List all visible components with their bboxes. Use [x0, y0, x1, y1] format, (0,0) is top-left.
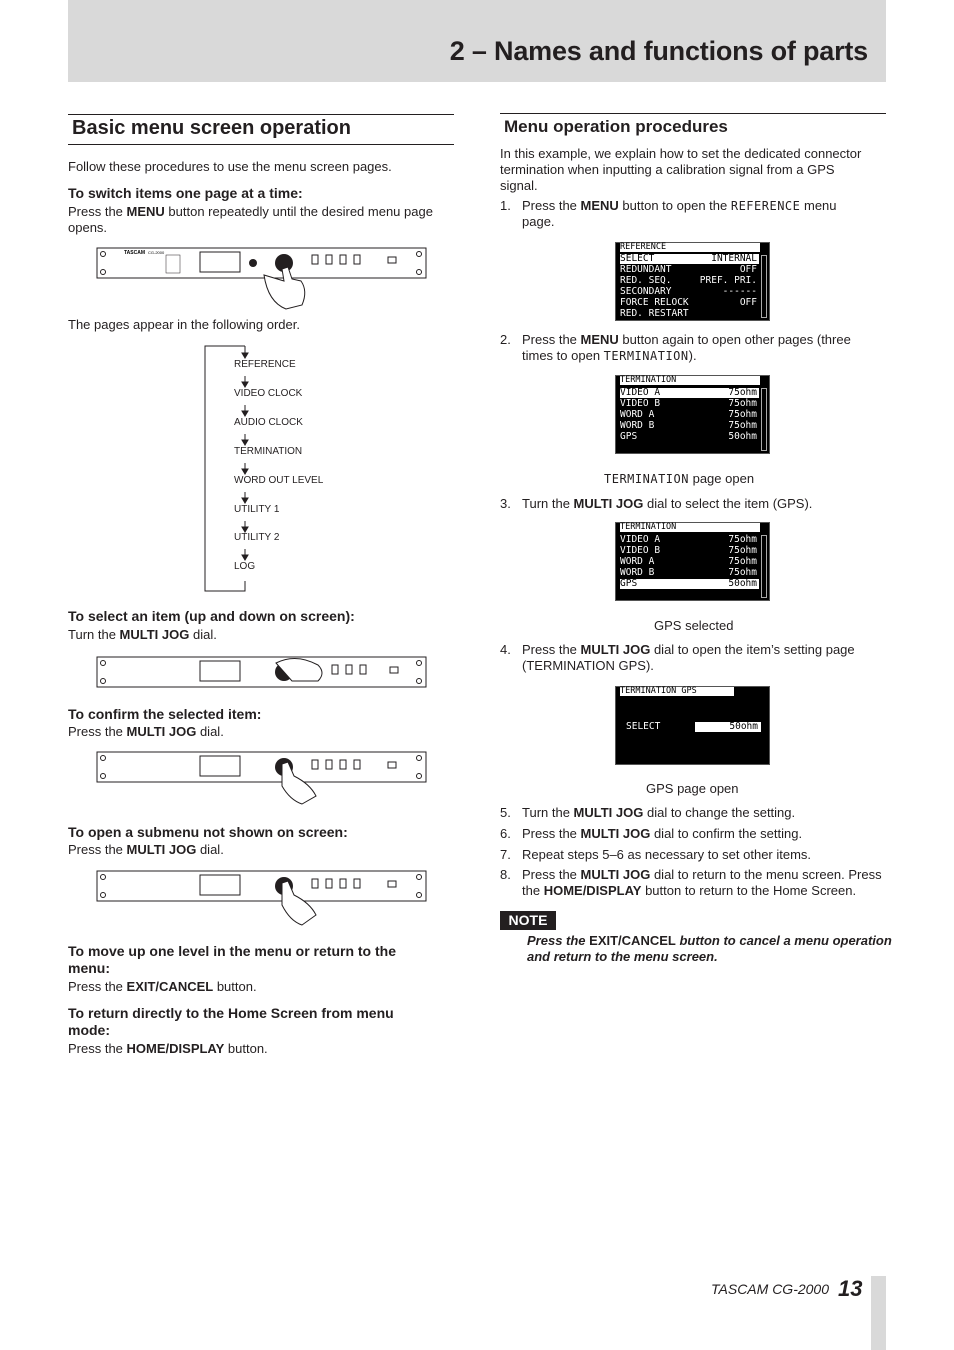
submenu-heading: To open a submenu not shown on screen:	[68, 824, 348, 840]
lcd-termination-gps-selected: TERMINATION VIDEO A 75ohm VIDEO B 75ohm WORD A 75ohm WORD B 75ohm GPS 50ohm	[615, 522, 770, 601]
right-intro-2: termination when inputting a calibration signal from a GPS	[500, 162, 835, 177]
home-heading-1: To return directly to the Home Screen from menu	[68, 1005, 394, 1021]
flow-item: AUDIO CLOCK	[234, 417, 303, 428]
pages-order-text: The pages appear in the following order.	[68, 317, 300, 332]
note-label: NOTE	[500, 911, 556, 930]
home-heading-2: mode:	[68, 1022, 110, 1038]
footer-tab	[871, 1276, 886, 1350]
flow-item: LOG	[234, 561, 256, 572]
right-intro-1: In this example, we explain how to set the dedicated connector	[500, 146, 862, 161]
device-illustration-turn	[96, 655, 428, 691]
right-intro-3: signal.	[500, 178, 538, 193]
subsection-rule	[500, 113, 886, 114]
menu-order-flow	[200, 345, 260, 595]
moveup-text: Press the EXIT/CANCEL button.	[68, 979, 257, 994]
note-text-2: and return to the menu screen.	[527, 949, 718, 964]
flow-item: UTILITY 1	[234, 504, 280, 515]
switch-text: Press the MENU button repeatedly until the desired menu page opens.	[68, 204, 433, 235]
chapter-title: 2 – Names and functions of parts	[449, 36, 868, 66]
step-6: 6. Press the MULTI JOG dial to confirm the setting.	[500, 826, 803, 841]
caption-termination-open: TERMINATION page open	[604, 471, 755, 486]
intro-text: Follow these procedures to use the menu screen pages.	[68, 159, 392, 174]
flow-item: UTILITY 2	[234, 532, 280, 543]
flow-item: REFERENCE	[234, 359, 296, 370]
footer-product: TASCAM CG-2000	[711, 1281, 829, 1297]
caption-gps-page-open: GPS page open	[646, 781, 739, 796]
confirm-heading: To confirm the selected item:	[68, 706, 262, 722]
section-rule-bottom	[68, 144, 454, 145]
subsection-title: Menu operation procedures	[504, 117, 728, 136]
confirm-text: Press the MULTI JOG dial.	[68, 724, 224, 739]
step-1: 1. Press the MENU button to open the REFERENCE menu page.	[500, 198, 837, 229]
select-text: Turn the MULTI JOG dial.	[68, 627, 217, 642]
lcd-termination: TERMINATION VIDEO A 75ohm VIDEO B 75ohm WORD A 75ohm WORD B 75ohm GPS 50ohm	[615, 375, 770, 454]
caption-gps-selected: GPS selected	[654, 618, 734, 633]
chapter-header	[68, 0, 886, 82]
step-5: 5. Turn the MULTI JOG dial to change the setting.	[500, 805, 796, 820]
device-illustration-press	[96, 750, 428, 806]
moveup-heading-1: To move up one level in the menu or return to the	[68, 943, 396, 959]
note-text-1: Press the EXIT/CANCEL button to cancel a menu operation	[527, 933, 892, 948]
switch-heading: To switch items one page at a time:	[68, 185, 303, 201]
submenu-text: Press the MULTI JOG dial.	[68, 842, 224, 857]
section-title: Basic menu screen operation	[72, 117, 351, 139]
step-2: 2. Press the MENU button again to open other pages (three times to open TERMINATION).	[500, 332, 851, 363]
flow-item: VIDEO CLOCK	[234, 388, 303, 399]
step-4: 4. Press the MULTI JOG dial to open the item’s setting page (TERMINATION GPS).	[500, 642, 855, 673]
device-model: CG-2000	[148, 250, 165, 255]
device-illustration-menu	[96, 247, 428, 317]
flow-item: WORD OUT LEVEL	[234, 475, 324, 486]
lcd-reference: REFERENCE SELECT INTERNAL REDUNDANT OFF RED. SEQ. PREF. PRI. SECONDARY ------ FORCE RELOCK OFF RED. RESTART	[615, 242, 770, 321]
step-8: 8. Press the MULTI JOG dial to return to the menu screen. Press the HOME/DISPLAY button to return to the Home Screen.	[500, 867, 882, 898]
step-7: 7. Repeat steps 5–6 as necessary to set other items.	[500, 847, 812, 862]
device-illustration-press-2	[96, 869, 428, 929]
page-number: 13	[838, 1276, 863, 1301]
home-text: Press the HOME/DISPLAY button.	[68, 1041, 268, 1056]
moveup-heading-2: menu:	[68, 960, 110, 976]
lcd-termination-gps: TERMINATION GPS SELECT 50ohm	[615, 686, 770, 765]
step-3: 3. Turn the MULTI JOG dial to select the item (GPS).	[500, 496, 813, 511]
section-rule-top	[68, 114, 454, 115]
flow-item: TERMINATION	[234, 446, 303, 457]
device-brand: TASCAM	[124, 250, 146, 256]
select-heading: To select an item (up and down on screen):	[68, 608, 355, 624]
